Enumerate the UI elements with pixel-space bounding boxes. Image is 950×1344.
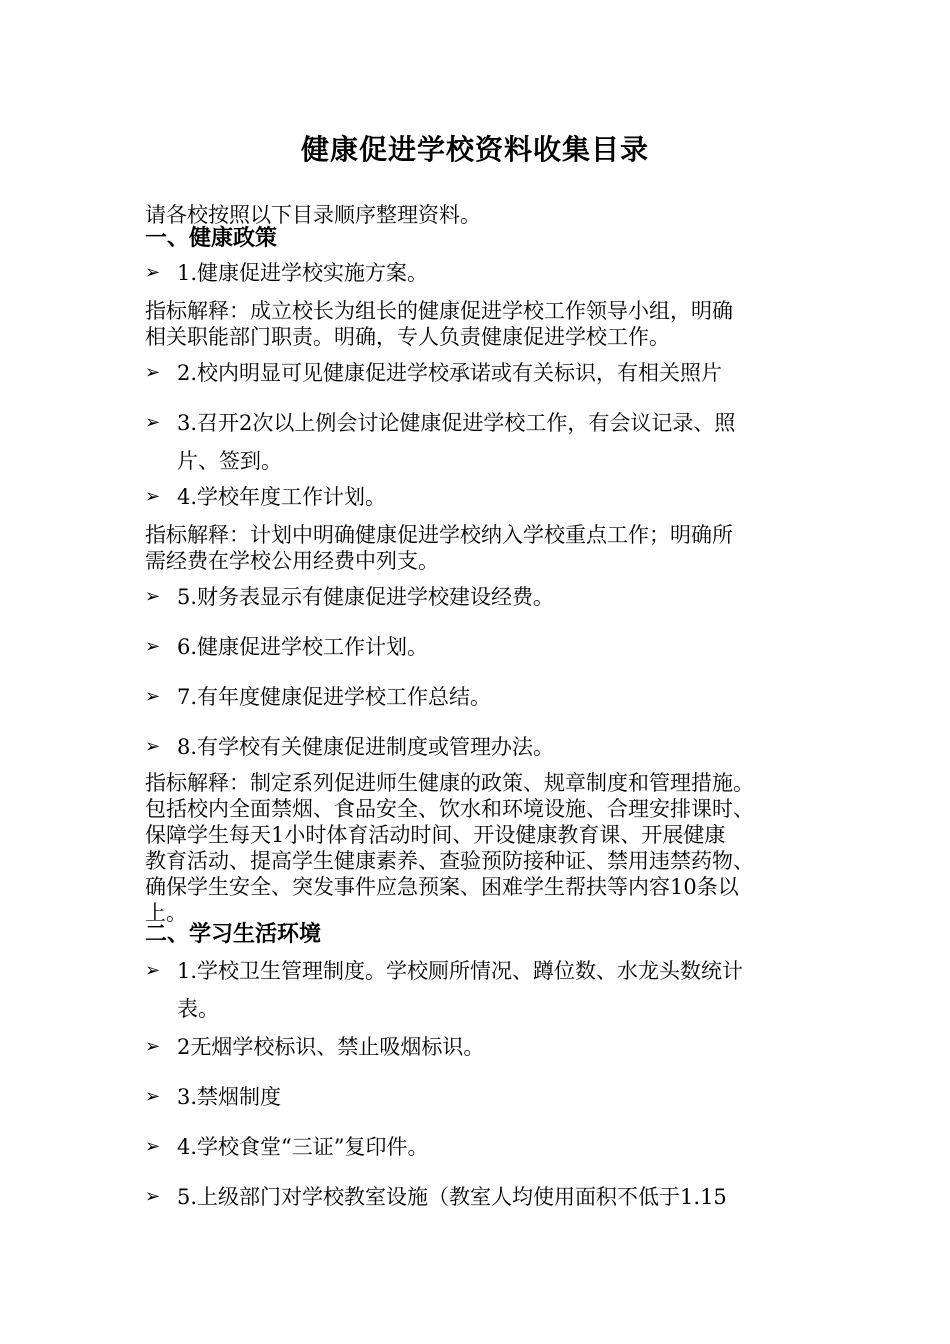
explanation-line: 相关职能部门职责。明确，专人负责健康促进学校工作。: [145, 325, 670, 349]
list-item: ➢ 1.学校卫生管理制度。学校厕所情况、蹲位数、水龙头数统计 表。: [145, 952, 845, 1028]
arrow-bullet-icon: ➢: [145, 1086, 161, 1107]
section-heading-environment: 二、学习生活环境: [145, 922, 322, 947]
list-item: ➢ 5.上级部门对学校教室设施（教室人均使用面积不低于1.15: [145, 1178, 845, 1216]
explanation-line: 确保学生安全、突发事件应急预案、困难学生帮扶等内容10条以: [145, 875, 739, 899]
explanation-line: 上。: [145, 901, 187, 925]
explanation-line: 需经费在学校公用经费中列支。: [145, 549, 439, 573]
arrow-bullet-icon: ➢: [145, 486, 161, 507]
list-item: ➢ 6.健康促进学校工作计划。: [145, 628, 845, 666]
list-item: ➢ 7.有年度健康促进学校工作总结。: [145, 678, 845, 716]
explanation-line: 包括校内全面禁烟、食品安全、饮水和环境设施、合理安排课时、: [145, 797, 754, 821]
arrow-bullet-icon: ➢: [145, 636, 161, 657]
arrow-bullet-icon: ➢: [145, 1036, 161, 1057]
list-item: ➢ 3.禁烟制度: [145, 1078, 845, 1116]
arrow-bullet-icon: ➢: [145, 686, 161, 707]
arrow-bullet-icon: ➢: [145, 1136, 161, 1157]
list-item: ➢ 1.健康促进学校实施方案。: [145, 254, 845, 292]
explanation-line: 指标解释：制定系列促进师生健康的政策、规章制度和管理措施。: [145, 771, 754, 795]
arrow-bullet-icon: ➢: [145, 586, 161, 607]
list-item: ➢ 4.学校食堂“三证”复印件。: [145, 1128, 845, 1166]
arrow-bullet-icon: ➢: [145, 362, 161, 383]
arrow-bullet-icon: ➢: [145, 960, 161, 981]
intro-text: 请各校按照以下目录顺序整理资料。: [145, 203, 481, 227]
arrow-bullet-icon: ➢: [145, 412, 161, 433]
list-item: ➢ 2.校内明显可见健康促进学校承诺或有关标识，有相关照片: [145, 354, 845, 392]
list-item: ➢ 2无烟学校标识、禁止吸烟标识。: [145, 1028, 845, 1066]
explanation-line: 保障学生每天1小时体育活动时间、开设健康教育课、开展健康: [145, 823, 726, 847]
section-heading-policy: 一、健康政策: [145, 226, 278, 251]
list-item: ➢ 8.有学校有关健康促进制度或管理办法。: [145, 728, 845, 766]
list-item: ➢ 3.召开2次以上例会讨论健康促进学校工作，有会议记录、照 片、签到。: [145, 404, 845, 480]
list-item: ➢ 5.财务表显示有健康促进学校建设经费。: [145, 578, 845, 616]
list-item: ➢ 4.学校年度工作计划。: [145, 478, 845, 516]
arrow-bullet-icon: ➢: [145, 262, 161, 283]
explanation-line: 指标解释：成立校长为组长的健康促进学校工作领导小组，明确: [145, 299, 733, 323]
arrow-bullet-icon: ➢: [145, 736, 161, 757]
explanation-line: 指标解释：计划中明确健康促进学校纳入学校重点工作；明确所: [145, 523, 733, 547]
explanation-line: 教育活动、提高学生健康素养、查验预防接种证、禁用违禁药物、: [145, 849, 754, 873]
arrow-bullet-icon: ➢: [145, 1186, 161, 1207]
document-title: 健康促进学校资料收集目录: [300, 133, 649, 166]
